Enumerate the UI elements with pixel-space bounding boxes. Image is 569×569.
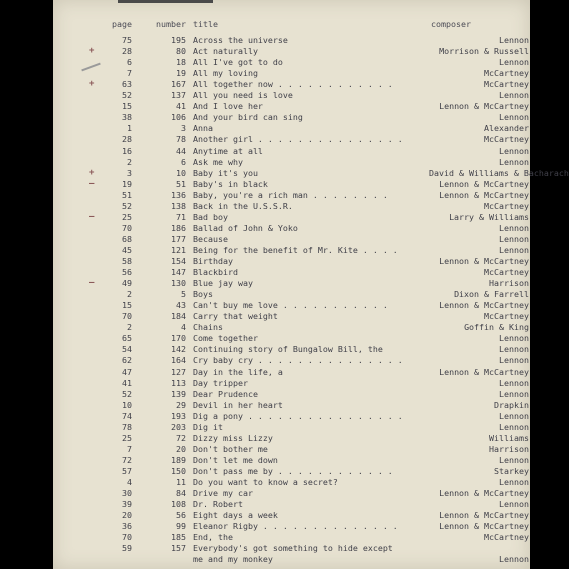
title-cell: Blackbird [193,267,238,278]
number-cell: 41 [176,101,186,112]
page-cell: 45 [122,244,132,255]
number-cell: 121 [171,244,186,255]
table-row [53,543,530,554]
page-cell: 63 [122,79,132,90]
page-cell: 19 [122,178,132,189]
number-cell: 18 [176,57,186,68]
number-cell: 71 [176,211,186,222]
title-cell: Across the universe [193,35,288,45]
composer-cell: David & Williams & Bacharach [429,167,569,178]
composer-cell: Lennon [499,499,529,510]
title-cell: Don't let me down [193,454,278,465]
table-row [53,146,530,157]
composer-cell: Drapkin [494,399,529,410]
table-row [53,289,530,300]
page-cell: 20 [122,510,132,521]
page-cell: 38 [122,112,132,123]
table-row [53,422,530,433]
number-cell: 84 [176,488,186,499]
table-row [53,190,530,201]
title-cell: Ballad of John & Yoko [193,222,298,233]
title-cell: Dizzy miss Lizzy [193,432,273,443]
table-row [53,101,530,112]
composer-cell: Lennon [499,156,529,167]
composer-cell: Lennon [499,112,529,123]
composer-cell: Lennon [499,410,529,421]
title-cell: Because [193,233,228,244]
page-cell: 52 [122,200,132,211]
title-cell: Eight days a week [193,510,278,521]
number-cell: 185 [171,532,186,543]
page-cell: 25 [122,432,132,443]
composer-cell: Lennon [499,222,529,233]
number-cell: 150 [171,465,186,476]
table-row [53,157,530,168]
number-cell: 130 [171,278,186,289]
composer-cell: Lennon & McCartney [439,510,529,521]
number-cell: 167 [171,79,186,90]
title-cell: Day tripper [193,377,248,388]
table-row [53,68,530,79]
composer-cell: Lennon & McCartney [439,256,529,266]
title-cell: Bad boy [193,211,228,222]
composer-cell: Lennon & McCartney [439,521,529,532]
table-row [53,477,530,488]
number-cell: 5 [181,289,186,300]
number-cell: 3 [181,123,186,134]
composer-cell: Lennon [499,35,529,45]
number-cell: 142 [171,344,186,355]
pencil-mark: — [89,211,95,222]
composer-cell: Harrison [489,278,529,289]
title-cell: Blue jay way [193,278,253,289]
number-cell: 186 [171,222,186,233]
number-cell: 139 [171,388,186,399]
page-cell: 28 [122,46,132,57]
composer-cell: Lennon & McCartney [439,101,529,112]
pencil-mark: — [89,178,95,189]
number-cell: 4 [181,322,186,333]
title-cell: Chains [193,322,223,333]
table-row [53,57,530,68]
number-cell: 29 [176,399,186,410]
number-cell: 154 [171,256,186,266]
page-cell: 57 [122,465,132,476]
page-cell: 30 [122,488,132,499]
number-cell: 193 [171,410,186,421]
title-cell: Come together [193,333,258,344]
composer-cell: McCartney [484,311,529,322]
composer-cell: Larry & Williams [449,211,529,222]
number-cell: 11 [176,477,186,487]
title-cell: Dr. Robert [193,499,243,510]
table-row [53,510,530,521]
page-cell: 6 [127,57,132,68]
composer-cell: McCartney [484,68,529,79]
table-row [53,134,530,145]
page-cell: 7 [127,68,132,79]
table-row [53,355,530,366]
table-row [53,112,530,123]
composer-cell: McCartney [484,200,529,211]
page-cell: 62 [122,355,132,366]
table-row [53,322,530,333]
composer-cell: Lennon [499,477,529,487]
page-cell: 2 [127,289,132,300]
table-row [53,488,530,499]
page-cell: 68 [122,233,132,244]
title-cell: Anytime at all [193,145,263,156]
table-row [53,466,530,477]
number-header: number [156,19,186,29]
composer-cell: Goffin & King [464,322,529,333]
page-cell: 75 [122,35,132,45]
page-cell: 56 [122,267,132,278]
table-row [53,344,530,355]
title-cell: All I've got to do [193,57,283,68]
composer-cell: McCartney [484,267,529,278]
number-cell: 72 [176,432,186,443]
title-cell: Can't buy me love . . . . . . . . . . . [193,300,388,311]
number-cell: 195 [171,35,186,45]
page-cell: 52 [122,388,132,399]
table-row [53,521,530,532]
number-cell: 127 [171,366,186,377]
table-row [53,444,530,455]
table-row [53,433,530,444]
table-row [53,532,530,543]
title-cell: All together now . . . . . . . . . . . . [193,79,393,90]
composer-cell: Alexander [484,123,529,134]
page-cell: 15 [122,101,132,112]
table-row [53,212,530,223]
page-cell: 59 [122,543,132,554]
title-cell: Baby it's you [193,167,258,178]
page-cell: 78 [122,421,132,432]
page-cell: 39 [122,499,132,510]
number-cell: 203 [171,421,186,432]
composer-cell: Lennon & McCartney [439,189,529,200]
table-row [53,455,530,466]
title-cell: Boys [193,289,213,300]
composer-cell: Morrison & Russell [439,46,529,57]
table-row [53,378,530,389]
composer-cell: Harrison [489,443,529,454]
page-cell: 51 [122,189,132,200]
title-cell: End, the [193,532,233,543]
page-cell: 4 [127,477,132,487]
composer-cell: Lennon & McCartney [439,178,529,189]
number-cell: 136 [171,189,186,200]
number-cell: 78 [176,134,186,145]
title-cell: Don't bother me [193,443,268,454]
composer-cell: McCartney [484,532,529,543]
title-cell: Continuing story of Bungalow Bill, the [193,344,383,355]
number-cell: 177 [171,233,186,244]
page-cell: 15 [122,300,132,311]
title-cell: Being for the benefit of Mr. Kite . . . . [193,244,398,255]
page-header: page [112,19,132,29]
composer-cell: Lennon [499,454,529,465]
pencil-mark: + [89,79,95,90]
table-row [53,167,569,179]
page-cell: 28 [122,134,132,145]
title-cell: And your bird can sing [193,112,303,123]
table-row [53,499,530,510]
table-row [53,35,530,46]
table-row [53,278,530,289]
number-cell: 20 [176,443,186,454]
composer-cell: Lennon & McCartney [439,366,529,377]
table-row [53,400,530,411]
table-row [53,234,530,245]
table-row [53,367,530,378]
number-cell: 113 [171,377,186,388]
page-cell: 70 [122,222,132,233]
page-cell: 41 [122,377,132,388]
page-cell: 49 [122,278,132,289]
page-cell: 47 [122,366,132,377]
composer-cell: Lennon [499,333,529,344]
page-cell: 74 [122,410,132,421]
number-cell: 19 [176,68,186,79]
number-cell: 138 [171,200,186,211]
title-cell: Don't pass me by . . . . . . . . . . . . [193,465,393,476]
page-cell: 36 [122,521,132,532]
table-row [53,389,530,400]
title-cell: Dig it [193,421,223,432]
title-cell: Cry baby cry . . . . . . . . . . . . . . . [193,355,403,366]
composer-cell: Lennon [499,421,529,432]
page-cell: 10 [122,399,132,410]
number-cell: 10 [176,167,186,178]
number-cell: 44 [176,145,186,156]
title-cell: Ask me why [193,156,243,167]
title-cell: And I love her [193,101,263,112]
table-row [53,256,530,267]
composer-cell: Lennon [499,57,529,68]
page-cell: 54 [122,344,132,355]
pencil-mark: + [89,167,95,178]
table-row [53,179,530,190]
composer-cell: Lennon [499,244,529,255]
number-cell: 6 [181,156,186,167]
pencil-mark: — [89,278,95,289]
page-cell: 16 [122,145,132,156]
table-row [53,333,530,344]
header-rule [118,0,213,3]
title-cell: Birthday [193,256,233,266]
number-cell: 80 [176,46,186,57]
title-cell: Dig a pony . . . . . . . . . . . . . . . . [193,410,403,421]
index-page [53,0,569,569]
title-cell: Drive my car [193,488,253,499]
composer-cell: Lennon & McCartney [439,488,529,499]
title-cell: Eleanor Rigby . . . . . . . . . . . . . . [193,521,398,532]
composer-cell: Lennon [499,344,529,355]
page-cell: 52 [122,90,132,101]
page-cell: 58 [122,256,132,266]
page-cell: 2 [127,322,132,333]
composer-cell: Lennon [499,388,529,399]
page-cell: 3 [127,167,132,178]
composer-cell: Lennon [499,90,529,101]
table-row [53,46,530,57]
page-cell: 65 [122,333,132,344]
number-cell: 56 [176,510,186,521]
number-cell: 99 [176,521,186,532]
composer-header: composer [431,19,471,29]
pencil-mark: + [89,46,95,57]
page-cell: 2 [127,156,132,167]
table-row [53,267,530,278]
title-cell: Devil in her heart [193,399,283,410]
number-cell: 164 [171,355,186,366]
page-cell: 7 [127,443,132,454]
table-row [53,245,530,256]
title-cell: Do you want to know a secret? [193,477,338,487]
composer-cell: Lennon [499,233,529,244]
number-cell: 157 [171,543,186,554]
number-cell: 137 [171,90,186,101]
table-row [53,223,530,234]
number-cell: 106 [171,112,186,123]
page-cell: 72 [122,454,132,465]
table-row [53,554,530,565]
title-header: title [193,19,218,29]
page-cell: 1 [127,123,132,134]
number-cell: 51 [176,178,186,189]
composer-cell: Lennon [499,355,529,366]
title-cell: Carry that weight [193,311,278,322]
number-cell: 184 [171,311,186,322]
page-cell: 25 [122,211,132,222]
title-cell: All you need is love [193,90,293,101]
title-cell: Back in the U.S.S.R. [193,200,293,211]
number-cell: 43 [176,300,186,311]
table-row [53,201,530,212]
page-cell: 70 [122,311,132,322]
table-row [53,300,530,311]
table-row [53,311,530,322]
column-headers [53,19,530,30]
title-cell: Baby's in black [193,178,268,189]
title-cell: Everybody's got something to hide except [193,543,393,554]
title-cell: Anna [193,123,213,134]
number-cell: 147 [171,267,186,278]
table-row [53,123,530,134]
table-row [53,90,530,101]
composer-cell: Lennon [499,554,529,565]
title-cell: Another girl . . . . . . . . . . . . . . . [193,134,403,145]
composer-cell: Dixon & Farrell [454,289,529,300]
composer-cell: Lennon [499,377,529,388]
title-cell: me and my monkey [193,554,273,565]
number-cell: 189 [171,454,186,465]
composer-cell: Starkey [494,465,529,476]
composer-cell: Lennon & McCartney [439,300,529,311]
title-cell: All my loving [193,68,258,79]
table-row [53,411,530,422]
composer-cell: McCartney [484,79,529,90]
composer-cell: McCartney [484,134,529,145]
number-cell: 108 [171,499,186,510]
title-cell: Day in the life, a [193,366,283,377]
page-cell: 70 [122,532,132,543]
title-cell: Baby, you're a rich man . . . . . . . . [193,189,388,200]
title-cell: Act naturally [193,46,258,57]
table-row [53,79,530,90]
composer-cell: Williams [489,432,529,443]
title-cell: Dear Prudence [193,388,258,399]
composer-cell: Lennon [499,145,529,156]
number-cell: 170 [171,333,186,344]
